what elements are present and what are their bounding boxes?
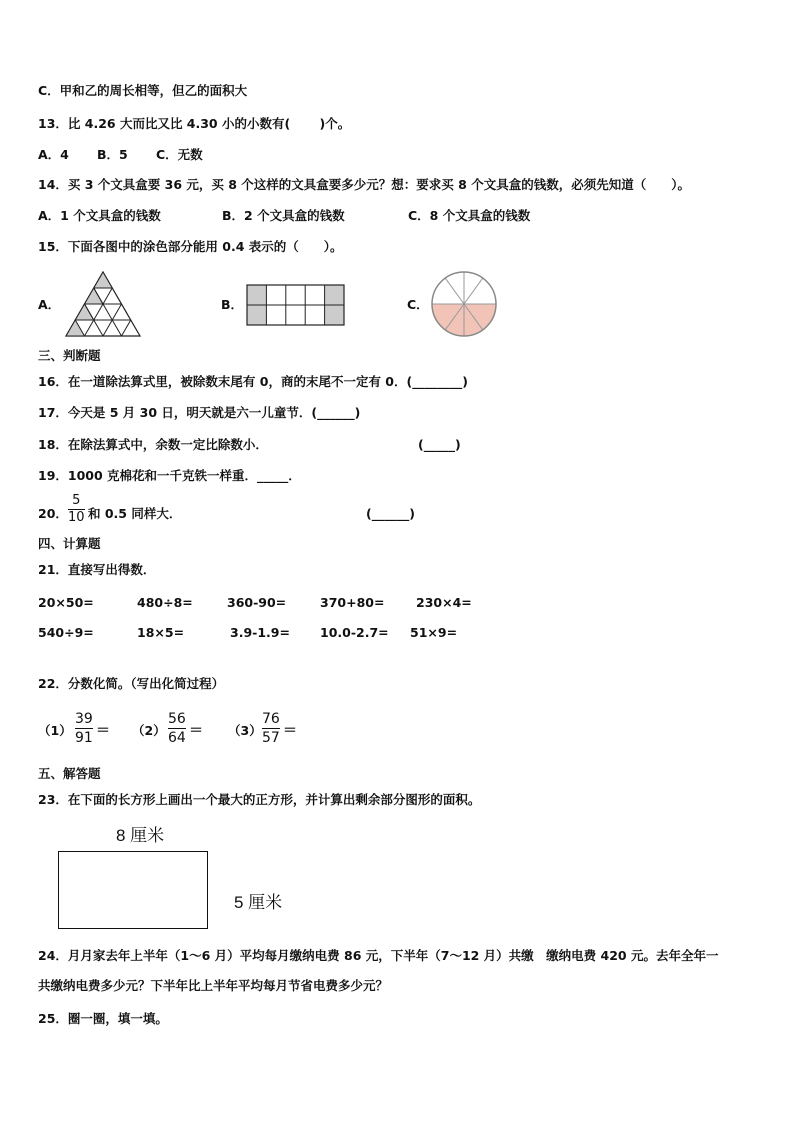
q13-option-a: A．4	[38, 147, 69, 162]
rect-height-label: 5 厘米	[234, 893, 283, 912]
rect-width-label: 8 厘米	[116, 826, 165, 845]
q20-fraction	[68, 494, 85, 525]
q22-text: 22．分数化简。（写出化简过程）	[38, 676, 225, 691]
q17-text: 17．今天是 5 月 30 日，明天就是六一儿童节．(______)	[38, 405, 361, 420]
q20-number: 20．	[38, 506, 68, 521]
q18-text: 18．在除法算式中，余数一定比除数小．	[38, 437, 268, 452]
q14-option-c: C．8 个文具盒的钱数	[408, 208, 531, 223]
calc-r2-3: 3.9-1.9=	[230, 625, 290, 640]
q22-1-fraction	[75, 711, 93, 746]
q15-option-a-label: A．	[38, 297, 61, 312]
calc-r1-5: 230×4=	[416, 595, 472, 610]
q22-2-equals: ＝	[189, 723, 203, 739]
q15-option-b-label: B．	[221, 297, 244, 312]
q24-line1: 24．月月家去年上半年（1～6 月）平均每月缴纳电费 86 元，下半年（7～12 月）共缴 缴纳电费 420 元。去年全年一	[38, 948, 719, 963]
fraction-bar	[262, 728, 280, 729]
triangle-figure	[64, 270, 142, 338]
q13-option-b: B．5	[97, 147, 128, 162]
q20-text: 和 0.5 同样大．	[88, 506, 182, 521]
circle-figure	[430, 270, 498, 338]
q23-text: 23．在下面的长方形上画出一个最大的正方形，并计算出剩余部分图形的面积。	[38, 792, 481, 807]
q25-text: 25．圈一圈，填一填。	[38, 1011, 168, 1026]
q22-3-label: （3）	[228, 723, 262, 738]
calc-r2-2: 18×5=	[137, 625, 185, 640]
calc-r2-1: 540÷9=	[38, 625, 94, 640]
q22-3-equals: ＝	[283, 723, 297, 739]
q20-numerator: 5	[72, 493, 81, 508]
q20-blank: (______)	[366, 506, 415, 521]
q13-option-c: C．无数	[156, 147, 203, 162]
q22-1-equals: ＝	[96, 723, 110, 739]
calc-r1-3: 360-90=	[227, 595, 287, 610]
calc-r1-1: 20×50=	[38, 595, 94, 610]
calc-r1-4: 370+80=	[320, 595, 385, 610]
q22-2-label: （2）	[132, 723, 166, 738]
q22-3-denominator: 57	[262, 730, 280, 746]
fraction-bar	[75, 728, 93, 729]
q22-2-fraction	[168, 711, 186, 746]
calc-r2-5: 51×9=	[410, 625, 458, 640]
calc-r1-2: 480÷8=	[137, 595, 193, 610]
q22-2-numerator: 56	[168, 711, 186, 727]
q21-text: 21．直接写出得数．	[38, 562, 156, 577]
q13-text: 13．比 4.26 大而比又比 4.30 小的小数有( )个。	[38, 116, 351, 131]
q15-text: 15．下面各图中的涂色部分能用 0.4 表示的（ ）。	[38, 239, 343, 254]
q22-1-numerator: 39	[75, 711, 93, 727]
q14-text: 14．买 3 个文具盒要 36 元，买 8 个这样的文具盒要多少元？想：要求买 8 个文具盒的钱数，必须先知道（ ）。	[38, 177, 690, 192]
section-5-heading: 五、解答题	[38, 766, 101, 781]
q22-1-denominator: 91	[75, 730, 93, 746]
q20-denominator: 10	[68, 510, 85, 525]
section-3-heading: 三、判断题	[38, 348, 101, 363]
q14-option-a: A．1 个文具盒的钱数	[38, 208, 161, 223]
q22-2-denominator: 64	[168, 730, 186, 746]
section-4-heading: 四、计算题	[38, 536, 101, 551]
q19-text: 19．1000 克棉花和一千克铁一样重．_____．	[38, 468, 301, 483]
q14-option-b: B．2 个文具盒的钱数	[222, 208, 345, 223]
q22-3-numerator: 76	[262, 711, 280, 727]
fraction-bar	[168, 728, 186, 729]
calc-r2-4: 10.0-2.7=	[320, 625, 389, 640]
q24-line2: 共缴纳电费多少元？下半年比上半年平均每月节省电费多少元？	[38, 978, 389, 993]
q12-option-c: C．甲和乙的周长相等，但乙的面积大	[38, 83, 248, 98]
q22-3-fraction	[262, 711, 280, 746]
q18-blank: (_____)	[418, 437, 461, 452]
q23-rectangle	[58, 851, 208, 929]
q15-option-c-label: C．	[407, 297, 429, 312]
rectangle-grid-figure	[246, 284, 346, 326]
q22-1-label: （1）	[38, 723, 72, 738]
q16-text: 16．在一道除法算式里，被除数末尾有 0，商的末尾不一定有 0．(________)	[38, 374, 468, 389]
